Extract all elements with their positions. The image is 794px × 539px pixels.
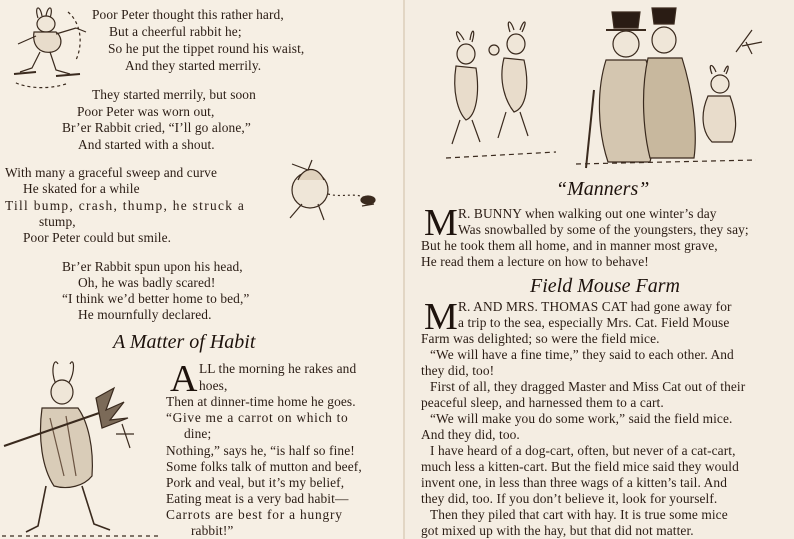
- poem-line: Poor Peter could but smile.: [23, 230, 172, 245]
- bunny-family-snowball-illustration: [436, 2, 766, 170]
- habit-line: Eating meat is a very bad habit—: [166, 491, 349, 506]
- habit-line: dine;: [184, 426, 212, 441]
- skating-rabbit-illustration: [6, 2, 106, 92]
- poem-line: With many a graceful sweep and curve: [5, 165, 218, 180]
- habit-line: hoes,: [199, 378, 228, 393]
- field-mouse-line: First of all, they dragged Master and Miss Cat out of their: [430, 379, 746, 394]
- field-mouse-title: Field Mouse Farm: [530, 275, 680, 297]
- poem-line: But a cheerful rabbit he;: [109, 24, 242, 39]
- habit-line: Pork and veal, but it’s my belief,: [166, 475, 345, 490]
- field-mouse-line: they did, too. If you don’t believe it, look for yourself.: [421, 491, 718, 506]
- poem-line: They started merrily, but soon: [92, 87, 256, 102]
- manners-line: R. BUNNY when walking out one winter’s day: [458, 206, 717, 221]
- field-mouse-line: “We will make you do some work,” said the field mice.: [430, 411, 733, 426]
- field-mouse-line: I have heard of a dog-cart, often, but never of a cat-cart,: [430, 443, 736, 458]
- field-mouse-line: Farm was delighted; so were the field mice.: [421, 331, 660, 346]
- field-mouse-dropcap: M: [424, 296, 458, 338]
- habit-line: Some folks talk of mutton and beef,: [166, 459, 362, 474]
- poem-line: “I think we’d better home to bed,”: [62, 291, 250, 306]
- poem-line: Poor Peter was worn out,: [77, 104, 215, 119]
- poem-line: Till bump, crash, thump, he struck a: [5, 198, 246, 213]
- field-mouse-line: R. AND MRS. THOMAS CAT had gone away for: [458, 299, 732, 314]
- manners-line: But he took them all home, and in manner most grave,: [421, 238, 718, 253]
- habit-line: “Give me a carrot on which to: [166, 410, 349, 425]
- habit-line: LL the morning he rakes and: [199, 361, 357, 376]
- field-mouse-line: invent one, in less than three wags of a kitten’s tail. And: [421, 475, 728, 490]
- poem-line: Oh, he was badly scared!: [78, 275, 216, 290]
- page-gutter: [403, 0, 405, 539]
- poem-line: So he put the tippet round his waist,: [108, 41, 305, 56]
- poem-line: Br’er Rabbit cried, “I’ll go alone,”: [62, 120, 251, 135]
- field-mouse-line: peaceful sleep, and harnessed them to a cart.: [421, 395, 664, 410]
- habit-line: rabbit!”: [191, 523, 234, 538]
- poem-line: He mournfully declared.: [78, 307, 212, 322]
- poem-line: Br’er Rabbit spun upon his head,: [62, 259, 243, 274]
- habit-title: A Matter of Habit: [113, 331, 256, 353]
- field-mouse-line: much less a kitten-cart. But the field mice said they would: [421, 459, 739, 474]
- field-mouse-line: And they did, too.: [421, 427, 520, 442]
- field-mouse-line: Then they piled that cart with hay. It is true some mice: [430, 507, 728, 522]
- rabbit-with-carrots-illustration: [2, 358, 160, 538]
- field-mouse-line: “We will have a fine time,” they said to each other. And: [430, 347, 734, 362]
- tumbling-rabbit-illustration: [282, 158, 382, 230]
- field-mouse-line: got mixed up with the hay, but that did not matter.: [421, 523, 694, 538]
- field-mouse-line: they did, too!: [421, 363, 495, 378]
- poem-line: stump,: [39, 214, 76, 229]
- manners-dropcap: M: [424, 202, 458, 244]
- habit-line: Then at dinner-time home he goes.: [166, 394, 356, 409]
- poem-line: And they started merrily.: [125, 58, 262, 73]
- habit-dropcap: A: [170, 358, 198, 400]
- manners-line: He read them a lecture on how to behave!: [421, 254, 649, 269]
- field-mouse-line: a trip to the sea, especially Mrs. Cat. Field Mouse: [458, 315, 730, 330]
- habit-line: Nothing,” says he, “is half so fine!: [166, 443, 355, 458]
- habit-line: Carrots are best for a hungry: [166, 507, 343, 522]
- poem-line: He skated for a while: [23, 181, 140, 196]
- poem-line: And started with a shout.: [78, 137, 215, 152]
- poem-line: Poor Peter thought this rather hard,: [92, 7, 284, 22]
- manners-line: Was snowballed by some of the youngsters, they say;: [458, 222, 749, 237]
- manners-title: “Manners”: [556, 178, 650, 200]
